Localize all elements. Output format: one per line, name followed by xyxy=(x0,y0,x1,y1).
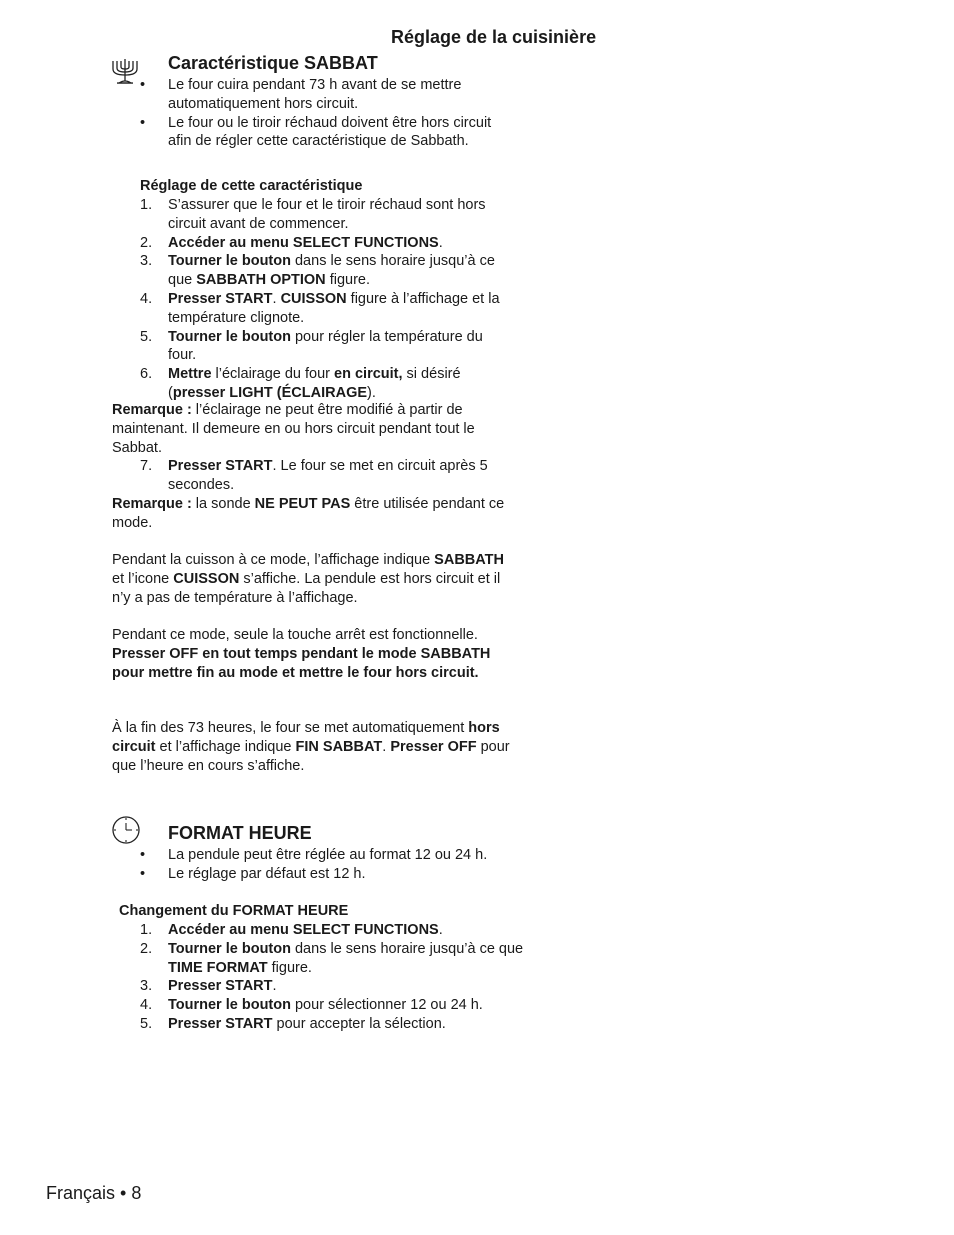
page-footer: Français • 8 xyxy=(46,1183,142,1203)
bold-text: Tourner le bouton xyxy=(168,940,291,957)
sabbath-note-probe xyxy=(112,495,512,533)
text-run: l’éclairage ne peut être modifié à partir de maintenant. Il demeure en ou hors circuit pendant tout le Sabbat. xyxy=(112,402,475,456)
text-run: et l’affichage indique xyxy=(155,738,296,755)
bold-text: hors circuit xyxy=(112,720,500,755)
list-item xyxy=(112,196,512,234)
sabbath-end-paragraph xyxy=(112,719,512,775)
list-item xyxy=(112,290,512,328)
bold-text: Tourner le bouton xyxy=(168,253,291,270)
list-item: • Le réglage par défaut est 12 h. xyxy=(112,865,532,884)
clock-icon xyxy=(110,815,142,845)
bold-text: Tourner le bouton xyxy=(168,997,291,1014)
bold-text: Accéder au menu SELECT FUNCTIONS xyxy=(168,234,439,251)
text-run: figure. xyxy=(267,959,312,976)
step-number: 2. xyxy=(140,940,153,957)
list-item xyxy=(112,921,532,940)
step-number: 4. xyxy=(140,997,153,1014)
list-item xyxy=(112,365,512,403)
list-item xyxy=(112,940,532,978)
text-run: ). xyxy=(367,384,376,401)
text-run: S’assurer que le four et le tiroir réchaud sont hors circuit avant de commencer. xyxy=(168,197,486,232)
step-number: 4. xyxy=(140,290,153,307)
text-run: pour que l’heure en cours s’affiche. xyxy=(112,738,510,774)
list-item: • Le four ou le tiroir réchaud doivent être hors circuit afin de régler cette caractéristique de Sabbath. xyxy=(112,114,512,152)
bold-text: Remarque : xyxy=(112,402,192,418)
text-run: dans le sens horaire jusqu’à ce que xyxy=(290,940,524,957)
text-run: Pendant ce mode, seule la touche arrêt est fonctionnelle. xyxy=(112,627,478,643)
step-number: 1. xyxy=(140,197,153,213)
text-run: pour sélectionner 12 ou 24 h. xyxy=(290,997,483,1014)
time-format-setup-title: Changement du FORMAT HEURE xyxy=(119,903,349,919)
text-run: l’éclairage du four xyxy=(211,366,335,383)
time-format-title: FORMAT HEURE xyxy=(168,823,312,843)
sabbath-step-7 xyxy=(112,457,512,495)
bold-text: Presser START xyxy=(168,458,273,474)
text-run: et l’icone xyxy=(112,570,174,587)
sabbath-title: Caractéristique SABBAT xyxy=(168,53,378,73)
bold-text: CUISSON xyxy=(173,570,240,587)
bold-text: Presser OFF en tout temps pendant le mode SABBATH pour mettre fin au mode et mettre le four hors circuit. xyxy=(112,645,491,681)
sabbath-display-paragraph xyxy=(112,551,512,607)
list-item xyxy=(112,996,532,1015)
text-run: . xyxy=(272,290,281,307)
step-number: 3. xyxy=(140,978,153,995)
text-run: . Le four se met en circuit après 5 secondes. xyxy=(168,458,488,493)
page-header: Réglage de la cuisinière xyxy=(391,27,597,47)
bold-text: SABBATH xyxy=(434,552,504,568)
step-number: 6. xyxy=(140,366,153,383)
step-number: 5. xyxy=(140,328,153,345)
sabbath-setup-title: Réglage de cette caractéristique xyxy=(140,178,363,194)
bold-text: Presser START xyxy=(168,290,273,307)
text-run: pour régler la température du four. xyxy=(168,328,483,364)
text-run: la sonde xyxy=(191,496,255,512)
text-run: . xyxy=(438,922,443,938)
list-item xyxy=(112,252,512,290)
bold-text: Tourner le bouton xyxy=(168,328,291,345)
bold-text: Presser START xyxy=(168,978,273,995)
bold-text: Presser OFF xyxy=(390,738,477,755)
text-run: . xyxy=(272,978,277,995)
text-run: . xyxy=(438,234,443,251)
bold-text: CUISSON xyxy=(280,290,347,307)
bold-text: en circuit, xyxy=(334,366,403,383)
time-format-steps xyxy=(112,921,532,1034)
bold-text: Accéder au menu SELECT FUNCTIONS xyxy=(168,922,439,938)
sabbath-steps xyxy=(112,196,512,403)
sabbath-bullets xyxy=(112,76,512,151)
time-format-bullets xyxy=(112,846,532,884)
text-run: . xyxy=(382,738,391,755)
text-run: figure à l’affichage et la température clignote. xyxy=(168,290,500,326)
list-item: • Le four cuira pendant 73 h avant de se mettre automatiquement hors circuit. xyxy=(112,76,512,114)
text-run: pour accepter la sélection. xyxy=(272,1015,446,1032)
bold-text: NE PEUT PAS xyxy=(254,496,351,512)
sabbath-note-light xyxy=(112,401,512,457)
text-run: s’affiche. La pendule est hors circuit et il n’y a pas de température à l’affichage. xyxy=(112,570,501,606)
text-run: À la fin des 73 heures, le four se met automatiquement xyxy=(112,720,469,736)
text-run: dans le sens horaire jusqu’à ce que xyxy=(168,253,495,289)
sabbath-off-paragraph xyxy=(112,626,512,682)
bold-text: Mettre xyxy=(168,366,212,383)
bold-text: TIME FORMAT xyxy=(168,959,268,976)
bold-text: SABBATH OPTION xyxy=(196,272,326,289)
bold-text: Presser START xyxy=(168,1015,273,1032)
step-number: 1. xyxy=(140,922,153,938)
list-item xyxy=(112,1015,532,1034)
text-run: si désiré ( xyxy=(168,366,461,401)
step-number: 3. xyxy=(140,253,153,270)
list-item: 7. Presser START. Le four se met en circuit après 5 secondes. xyxy=(140,458,488,493)
bold-text: presser LIGHT (ÉCLAIRAGE xyxy=(172,384,368,401)
text-run: être utilisée pendant ce mode. xyxy=(112,496,505,531)
list-item xyxy=(112,328,512,366)
text-run: figure. xyxy=(325,272,371,289)
list-item xyxy=(112,977,532,996)
bold-text: FIN SABBAT xyxy=(295,738,383,755)
step-number: 2. xyxy=(140,234,153,251)
bold-text: Remarque : xyxy=(112,496,192,512)
text-run: Pendant la cuisson à ce mode, l’affichage indique xyxy=(112,552,435,568)
list-item: • La pendule peut être réglée au format 12 ou 24 h. xyxy=(112,846,532,865)
step-number: 5. xyxy=(140,1015,153,1032)
list-item xyxy=(112,234,512,253)
